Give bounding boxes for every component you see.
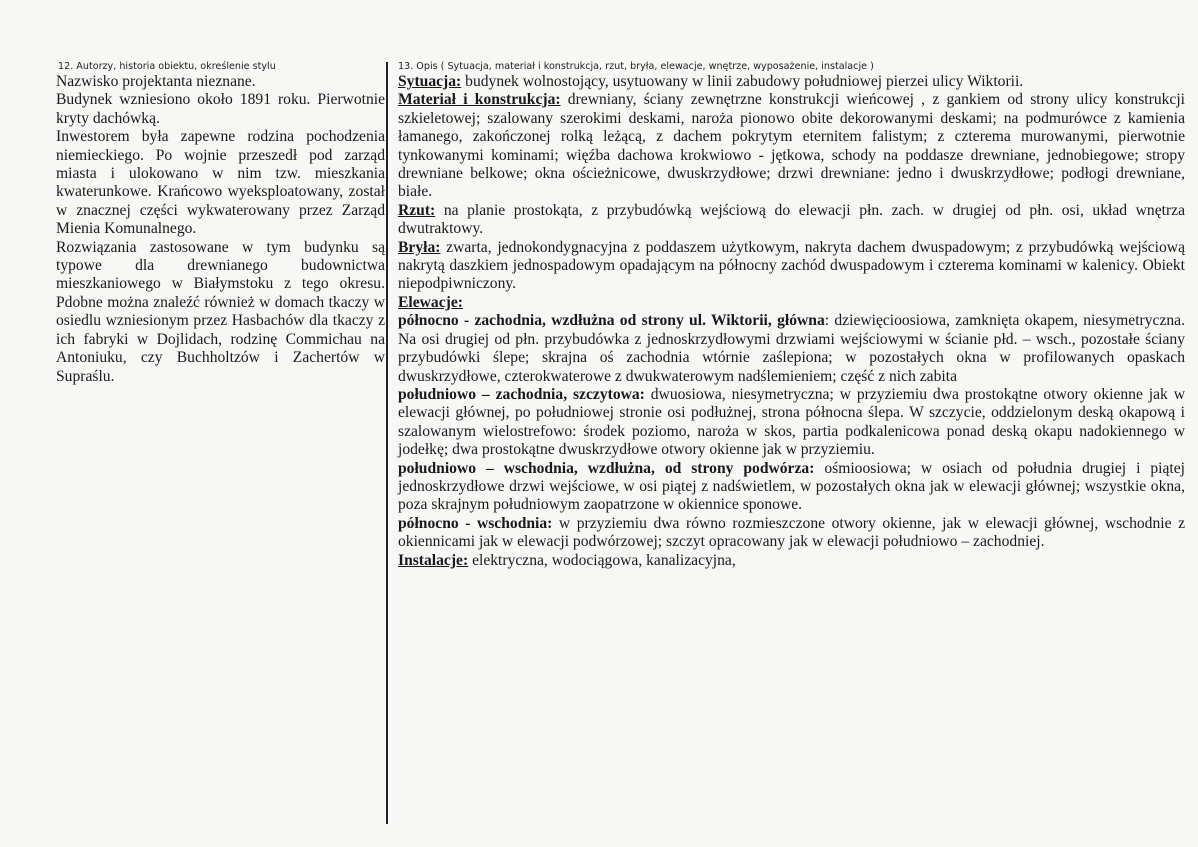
instalacje-text: elektryczna, wodociągowa, kanalizacyjna, [468,551,736,569]
elewacje-heading [398,294,1185,312]
history-column [56,73,385,386]
elevation-text: w przyziemiu dwa równo rozmieszczone otwory okienne, jak w elewacji głównej, wschodnie z okiennicami jak w elewacji podwórzowej; szczyt opracowany jak w elewacji południowo – zachodniej. [398,514,1185,551]
description-column [398,73,1185,570]
bryla-paragraph [398,239,1185,294]
elevation-item [398,515,1185,552]
rzut-text: na planie prostokąta, z przybudówką wejściową do elewacji płn. zach. w drugiej od płn. osi, układ wnętrza dwutraktowy. [398,201,1185,238]
elevation-label: południowo – wschodnia, wzdłużna, od strony podwórza: [398,459,815,477]
elevation-text: : dziewięcioosiowa, zamknięta okapem, niesymetryczna. Na osi drugiej od płn. przybudówka z jednoskrzydłowymi drzwiami wejściowymi w ścianie płd. – wsch., pozostałe ściany przybudówki ślepe; skrajna oś zachodnia wtórnie zaślepiona; w pozostałych okna w profilowanych opaskach dwuskrzydłowe, czterokwaterowe z dwukwaterowym nadślemieniem; część z nich zabita [398,312,1186,385]
bryla-label: Bryła: [398,238,441,256]
elevation-item [398,312,1185,386]
history-paragraph: Inwestorem była zapewne rodzina pochodzenia niemieckiego. Po wojnie przeszedł pod zarząd miasta i ulokowano w nim tzw. mieszkania kwaterunkowe. Krańcowo wyeksploatowany, został w znacznej części wykwaterowany przez Zarząd Mienia Komunalnego. [56,128,385,238]
elewacje-label: Elewacje: [398,293,463,311]
sytuacja-paragraph [398,73,1185,91]
rzut-paragraph [398,202,1185,239]
column-divider [386,62,388,824]
elevation-item [398,386,1185,460]
material-label: Materiał i konstrukcja: [398,91,561,109]
history-paragraph: Budynek wzniesiono około 1891 roku. Pierwotnie kryty dachówką. [56,91,385,127]
bryla-text: zwarta, jednokondygnacyjna z poddaszem użytkowym, nakryta dachem dwuspadowym; z przybudówką wejściową nakrytą daszkiem jednospadowym opadającym na północny zachód dwuspadowym i czterema kominami w kalenicy. Obiekt niepodpiwniczony. [398,238,1185,293]
section-13-header: 13. Opis ( Sytuacja, materiał i konstrukcja, rzut, bryła, elewacje, wnętrze, wyposażenie, instalacje ) [398,61,874,72]
rzut-label: Rzut: [398,201,436,219]
elevation-text: ośmioosiowa; w osiach od południa drugiej i piątej jednoskrzydłowe drzwi wejściowe, w osi piątej z nadświetlem, w pozostałych okna jak w elewacji głównej; wszystkie okna, poza skrajnym południowym zaopatrzone w okiennice sponowe. [398,459,1185,514]
instalacje-label: Instalacje: [398,551,469,569]
section-12-header: 12. Autorzy, historia obiektu, określenie stylu [58,61,276,72]
elevation-label: północno - wschodnia: [398,514,553,532]
history-paragraph: Rozwiązania zastosowane w tym budynku są typowe dla drewnianego budownictwa mieszkaniowego w Białymstoku z tego okresu. Pdobne można znaleźć również w domach tkaczy w osiedlu wzniesionym przez Hasbachów dla tkaczy z ich fabryki w Dojlidach, rodzinę Commichau na Antoniuku, czy Buchholtzów i Zachertów w Supraślu. [56,238,385,385]
sytuacja-label: Sytuacja: [398,73,462,90]
material-paragraph [398,91,1185,201]
elevation-item [398,460,1185,515]
elevation-text: dwuosiowa, niesymetryczna; w przyziemiu dwa prostokątne otwory okienne jak w elewacji głównej, po południowej stronie osi podłużnej, strona północna ślepa. W szczycie, oddzielonym deską okapową i szalowanym wielostrefowo: środek poziomo, naroża w skos, partia podkalenicowa ponad deską okapu nadokiennego w jodełkę; dwa prostokątne dwuskrzydłowe otwory okienne jak w przyziemiu. [398,385,1185,459]
history-paragraph: Nazwisko projektanta nieznane. [56,73,256,90]
material-text: drewniany, ściany zewnętrzne konstrukcji wieńcowej , z gankiem od strony ulicy konstrukcji szkieletowej; szalowany szerokimi deskami, naroża pionowo obite dekorowanymi deskami; na podmurówce z kamienia łamanego, zakończonej rolką leżącą, z dachem pokrytym eternitem falistym; z czterema murowanymi, pierwotnie tynkowanymi kominami; więźba dachowa krokwiowo - jętkowa, schody na poddasze drewniane, jednobiegowe; stropy drewniane belkowe; okna ościeżnicowe, dwuskrzydłowe; drzwi drewniane: jedno i dwuskrzydłowe; podłogi drewniane, białe. [398,91,1185,201]
elevation-label: południowo – zachodnia, szczytowa: [398,385,645,403]
elevation-label: północno - zachodnia, wzdłużna od strony ul. Wiktorii, główna [398,312,825,330]
instalacje-paragraph [398,552,1185,570]
sytuacja-text: budynek wolnostojący, usytuowany w linii zabudowy południowej pierzei ulicy Wiktorii. [461,73,1024,90]
